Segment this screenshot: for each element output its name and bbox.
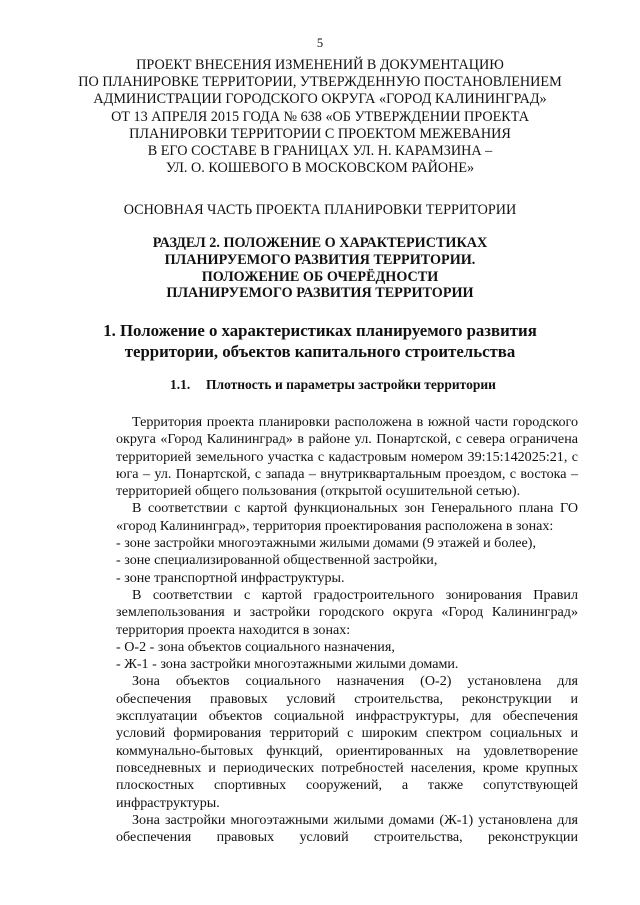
title-line: УЛ. О. КОШЕВОГО В МОСКОВСКОМ РАЙОНЕ» (165, 160, 475, 177)
paragraph: В соответствии с картой градостроительного зонирования Правил землепользования и застройки городского округа «Город Калининград» территория проекта находится в зонах: (116, 586, 578, 638)
title-line: ПРОЕКТ ВНЕСЕНИЯ ИЗМЕНЕНИЙ В ДОКУМЕНТАЦИЮ (136, 57, 504, 73)
document-title (60, 57, 580, 177)
subsection-number: 1.1. (170, 377, 191, 392)
list-item: - зоне транспортной инфраструктуры. (116, 569, 345, 586)
list-item: - зоне специализированной общественной застройки, (116, 552, 438, 569)
title-line: В ЕГО СОСТАВЕ В ГРАНИЦАХ УЛ. Н. КАРАМЗИНА – (147, 143, 493, 160)
paragraph: Зона объектов социального назначения (О-2) установлена для обеспечения правовых условий строительства, реконструкции и эксплуатации объектов социальной инфраструктуры, для обеспечения условий формирования территорий с широким спектром социальных и коммунально-бытовых функций, ориентированных на удовлетворение повседневных и периодических потребностей населения, кроме крупных плоскостных спортивных сооружений, а также сопутствующей инфраструктуры. (116, 673, 578, 811)
document-subtitle: ОСНОВНАЯ ЧАСТЬ ПРОЕКТА ПЛАНИРОВКИ ТЕРРИТОРИИ (123, 202, 517, 218)
chapter-heading-line: территории, объектов капитального строительства (124, 341, 516, 361)
title-line: ПО ПЛАНИРОВКЕ ТЕРРИТОРИИ, УТВЕРЖДЕННУЮ ПОСТАНОВЛЕНИЕМ (78, 74, 562, 91)
list-item: - зоне застройки многоэтажными жилыми домами (9 этажей и более), (116, 535, 536, 552)
title-line: ПЛАНИРОВКИ ТЕРРИТОРИИ С ПРОЕКТОМ МЕЖЕВАНИЯ (129, 125, 511, 142)
list-item: - О-2 - зона объектов социального назначения, (116, 638, 395, 655)
body-text (116, 414, 578, 846)
section-title-line: РАЗДЕЛ 2. ПОЛОЖЕНИЕ О ХАРАКТЕРИСТИКАХ (152, 235, 488, 251)
paragraph: В соответствии с картой функциональных зон Генерального плана ГО «город Калининград», территория проектирования расположена в зонах: (116, 500, 578, 534)
title-line: АДМИНИСТРАЦИИ ГОРОДСКОГО ОКРУГА «ГОРОД КАЛИНИНГРАД» (93, 91, 547, 108)
paragraph: Территория проекта планировки расположена в южной части городского округа «Город Калининград» в районе ул. Понартской, с севера ограничена территорией земельного участка с кадастровым номером 39:15:142025:21, с юга – ул. Понартской, с запада – внутриквартальным проездом, с востока – территорией общего пользования (открытой осушительной сетью). (116, 414, 578, 500)
section-title-line: ПОЛОЖЕНИЕ ОБ ОЧЕРЁДНОСТИ (201, 268, 439, 285)
title-line: ОТ 13 АПРЕЛЯ 2015 ГОДА № 638 «ОБ УТВЕРЖДЕНИИ ПРОЕКТА (111, 108, 529, 125)
paragraph: Зона застройки многоэтажными жилыми домами (Ж-1) установлена для обеспечения правовых условий строительства, реконструкции (116, 811, 578, 846)
chapter-heading-line: 1. Положение о характеристиках планируемого развития (103, 321, 537, 340)
chapter-heading (60, 321, 580, 362)
section-title-line: ПЛАНИРУЕМОГО РАЗВИТИЯ ТЕРРИТОРИИ. (164, 251, 476, 268)
section-title-line: ПЛАНИРУЕМОГО РАЗВИТИЯ ТЕРРИТОРИИ (166, 285, 474, 302)
section-title (60, 235, 580, 302)
page-number: 5 (316, 36, 324, 50)
list-item: - Ж-1 - зона застройки многоэтажными жилыми домами. (116, 656, 459, 673)
subsection-heading (170, 377, 496, 393)
subsection-title: Плотность и параметры застройки территории (206, 377, 496, 392)
